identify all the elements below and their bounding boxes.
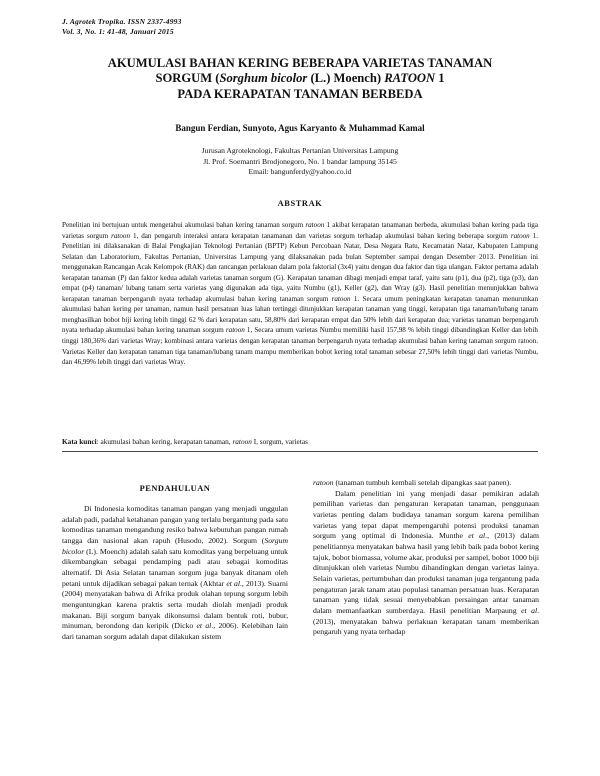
affiliation-address: Jl. Prof. Soemantri Brodjonegoro, No. 1 bandar lampung 35145 bbox=[203, 156, 397, 166]
title-line-1: AKUMULASI BAHAN KERING BEBERAPA VARIETAS TANAMAN bbox=[107, 56, 493, 70]
intro-paragraph-2: Dalam penelitian ini yang menjadi dasar pemikiran adalah pemilihan varietas dan pengaturan kerapatan tanaman, penggunaan varietas penting dalam budidaya tanaman sorgum karena pemilihan varietas yang tepat dapat mempengaruhi potensi produksi tanaman sorgum yang optimal di Indonesia. Munthe et al., (2013) dalam penelitiannya menyatakan bahwa hasil yang lebih baik pada bobot kering tajuk, bobot biomassa, volume akar, produksi per sampel, bobot 1000 biji ditunjukkan oleh varietas Numbu dibandingkan dengan varietas lainya. Selain varietas, pertumbuhan dan produksi tanaman juga tergantung pada pengaturan jarak tanam atau populasi tanaman persatuan luas. Kerapatan tanaman yang tidak sesuai menyebabkan persaingan antar tanaman dalam memanfaatkan sumberdaya. Hasil penelitian Marpaung et al. (2013), menyatakan bahwa perlakuan kerapatan tanam memberikan pengaruh yang nyata terhadap bbox=[313, 488, 540, 637]
abstract-heading: ABSTRAK bbox=[277, 199, 323, 208]
journal-issn: J. Agrotek Tropika. ISSN 2337-4993 bbox=[62, 17, 182, 26]
affiliation bbox=[60, 146, 540, 178]
abstract-body: Penelitian ini bertujuan untuk mengetahui akumulasi bahan kering tanaman sorgum ratoon 1 akibat kerapatan tanamanan berbeda, akumulasi bahan kering pada tiga varietas sorgum ratoon 1, dan pengaruh interaksi antara kerapatan tanamanan dan varietas sorgum terhadap akumulasi bahan kering beberapa sorgum ratoon 1. Penelitian ini dilaksanakan di Balai Pengkajian Teknologi Pertanian (BPTP) Kebun Percobaan Natar, Desa Negara Ratu, Kecamatan Natar, Kabupaten Lampung Selatan dan Laboratorium, Fakultas Pertanian, Universitas Lampung yang dilaksanakan pada bulan September sampai dengan Desember 2013. Penelitian ini menggunakan Rancangan Acak Kelompok (RAK) dan rancangan perlakuan dalam pola faktorial (3x4) yaitu dengan dua faktor dan tiga ulangan. Faktor pertama adalah kerapatan tanaman (P) dan faktor kedua adalah varietas tanaman sorgum (G). Kerapatan tanaman dibagi menjadi empat taraf, yaitu satu (p1), dua (p2), tiga (p3), dan empat (p4) tanaman/ lubang tanam serta varietas yang digunakan ada tiga, yaitu Numbu (g1), Keller (g2), dan Wray (g3). Hasil penelitian menunjukkan bahwa kerapatan tanaman berpengaruh nyata terhadap akumulasi bahan kering tanaman sorgum ratoon 1. Secara umum peningkatan kerapatan tanaman menurunkan akumulasi bahan kering per tanaman, namun hasil persatuan luas lahan tertinggi ditunjukkan kerapatan tanaman yang tinggi, kerapatan tiga tanaman/lubang tanam menghasilkan bobot biji kering lebih tinggi 62 % dari kerapatan satu, 58,80% dari kerapatan empat dan 50% lebih dari kerapatan dua; varietas tanaman berpengaruh nyata terhadap akumulasi bahan kering tanaman sorgum ratoon 1, Secara umum varietas Numbu memiliki hasil 157,98 % lebih tinggi dibandingkan Keller dan lebih tinggi 180,36% dari varietas Wray; kombinasi antara varietas dengan kerapatan tanaman berpengaruh nyata terhadap akumulasi bahan kering tanaman sorgum ratoon. Varietas Keller dan kerapatan tanaman tiga tanaman/lubang tanam mampu memberikan bobot kering total tanaman sebesar 27,50% lebih tinggi dari varietas Numbu, dan 46,99% lebih tinggi dari varietas Wray. bbox=[62, 221, 539, 367]
section-divider bbox=[62, 451, 538, 452]
intro-left-column bbox=[62, 504, 288, 643]
intro-heading: PENDAHULUAN bbox=[139, 484, 211, 493]
affiliation-department: Jurusan Agroteknologi, Fakultas Pertanian Universitas Lampung bbox=[201, 146, 399, 155]
title-line-3: PADA KERAPATAN TANAMAN BERBEDA bbox=[177, 86, 423, 101]
title-line-2: SORGUM (Sorghum bicolor (L.) Moench) RATOON 1 bbox=[155, 71, 445, 86]
keywords-label: Kata kunci bbox=[62, 437, 97, 446]
journal-header bbox=[62, 17, 182, 36]
intro-right-column bbox=[313, 478, 539, 638]
intro-paragraph-continued: ratoon (tanaman tumbuh kembali setelah dipangkas saat panen). bbox=[313, 478, 512, 487]
intro-paragraph-1: Di Indonesia komoditas tanaman pangan yang menjadi unggulan adalah padi, padahal ketahanan pangan yang terlalu bergantung pada satu komoditas tanaman mengandung resiko bahwa kebutuhan pangan rumah tangga dan nasional akan rapuh (Husodo, 2002). Sorgum (Sorgum bicolor (L). Moench) adalah salah satu komoditas yang berpeluang untuk dikembangkan sebagai pendamping padi atau sebagai komoditas alternatif. Di Asia Selatan tanaman sorgum juga banyak ditanam oleh petani untuk dijadikan sebagai pakan ternak (Akhtar et al., 2013). Suarni (2004) menyatakan bahwa di Afrika produk olahan tepung sorgum lebih menguntungkan karena praktis serta mudah diolah menjadi produk makanan. Biji sorgum banyak dikonsumsi dalam bentuk roti, bubur, minuman, berondong dan keripik (Dicko et al., 2006). Kelebihan lain dari tanaman sorgum adalah dapat dilakukan sistem bbox=[62, 504, 289, 641]
author-list: Bangun Ferdian, Sunyoto, Agus Karyanto & Muhammad Kamal bbox=[175, 123, 425, 133]
paper-title bbox=[60, 56, 540, 102]
journal-volume: Vol. 3, No. 1: 41-48, Januari 2015 bbox=[62, 26, 174, 36]
affiliation-email: Email: bangunferdy@yahoo.co.id bbox=[248, 167, 352, 177]
keywords: Kata kunci: akumulasi bahan kering, kerapatan tanaman, ratoon I, sorgum, varietas bbox=[62, 437, 308, 446]
